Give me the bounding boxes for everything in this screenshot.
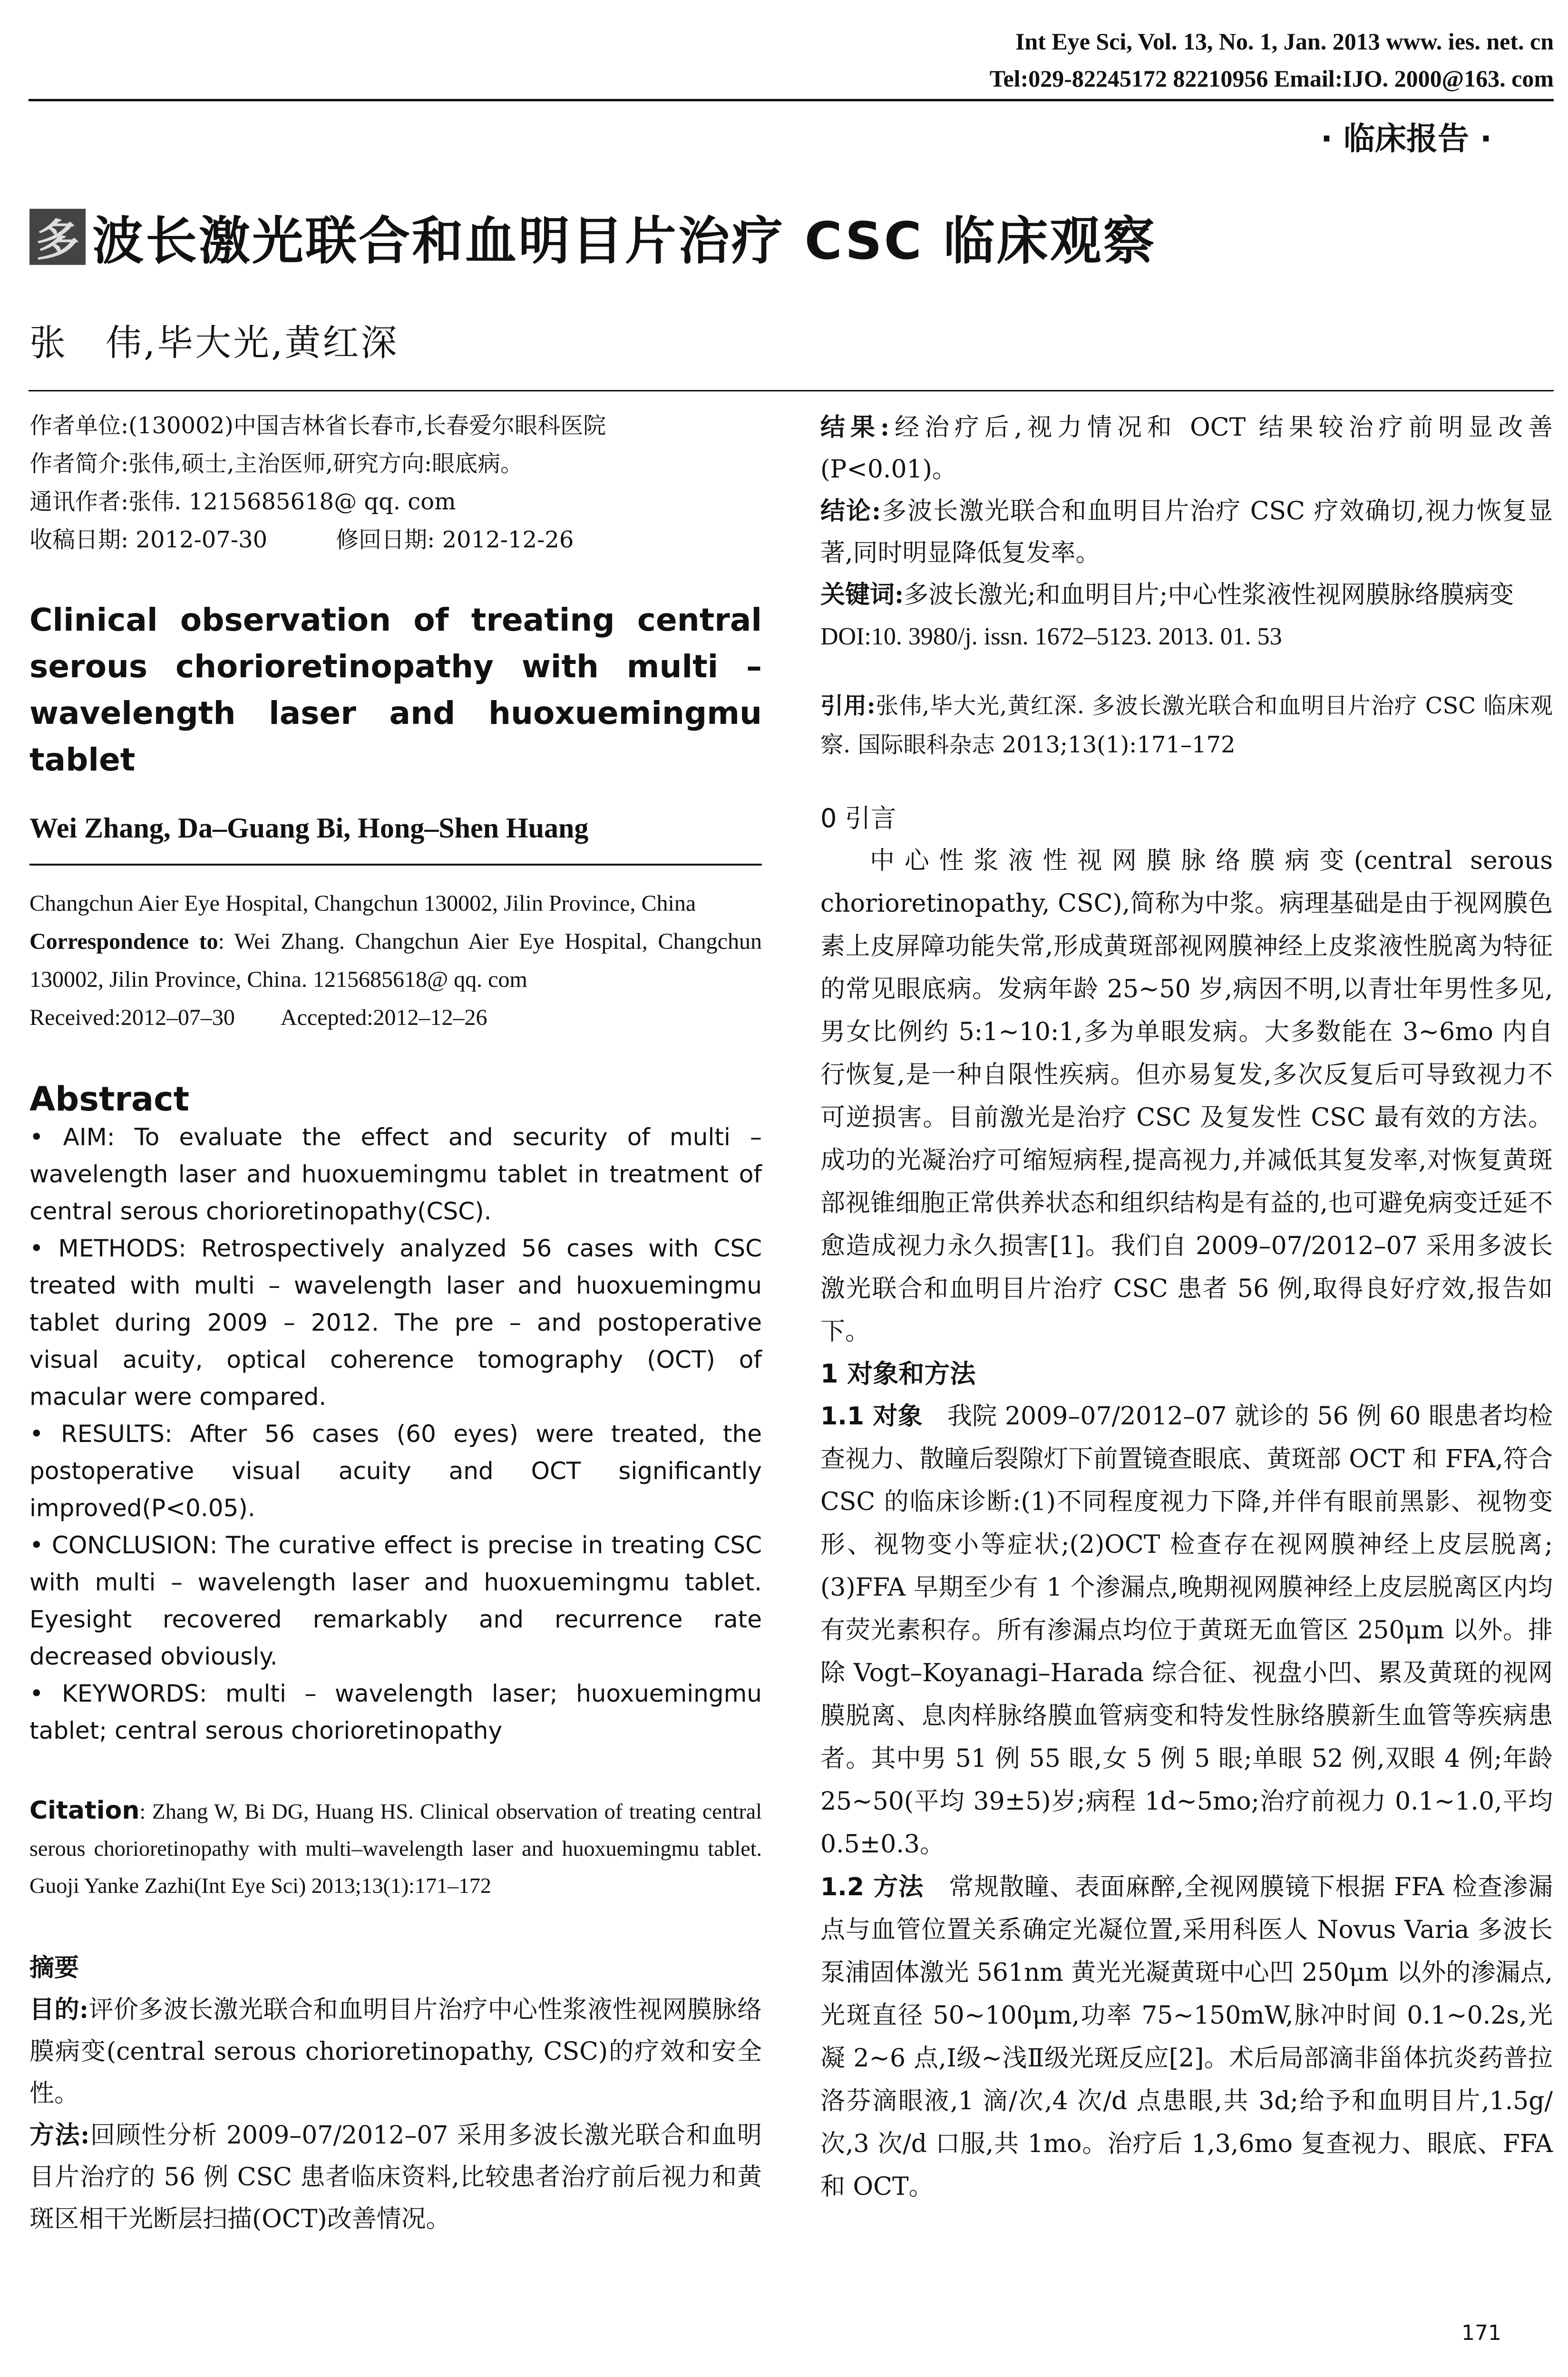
authors-cn: 张 伟,毕大光,黄红深 xyxy=(29,321,399,364)
left-column xyxy=(29,407,762,2240)
citation-text: : Zhang W, Bi DG, Huang HS. Clinical observation of treating central serous chorioretinopathy with multi–wavelength laser and huoxuemingmu tablet. Guoji Yanke Zazhi(Int Eye Sci) 2013;13(1):171–172 xyxy=(29,1799,762,1898)
cn-results-text: 经治疗后,视力情况和 OCT 结果较治疗前明显改善(P<0.01)。 xyxy=(820,413,1553,484)
results-text: After 56 cases (60 eyes) were treated, the postoperative visual acuity and OCT significantly improved(P<0.05). xyxy=(29,1420,762,1522)
keywords-label: • KEYWORDS: xyxy=(29,1680,207,1707)
cn-keywords xyxy=(820,574,1553,616)
abstract-cn-continued xyxy=(820,407,1553,658)
subsection-1-1 xyxy=(820,1395,1553,1866)
journal-header xyxy=(990,23,1554,97)
subsection-1-2-label: 1.2 方法 xyxy=(820,1873,924,1901)
cn-keywords-label: 关键词: xyxy=(820,580,904,609)
cn-conclusion-label: 结论: xyxy=(820,497,881,526)
abstract-results xyxy=(29,1415,762,1527)
intro-paragraph: 中心性浆液性视网膜脉络膜病变(central serous chorioretinopathy, CSC),简称为中浆。病理基础是由于视网膜色素上皮屏障功能失常,形成黄斑部视网膜神经上皮浆液性脱离为特征的常见眼底病。发病年龄 25~50 岁,病因不明,以青壮年男性多见,男女比例约 5:1~10:1,多为单眼发病。大多数能在 3~6mo 内自行恢复,是一种自限性疾病。但亦易复发,多次反复后可导致视力不可逆损害。目前激光是治疗 CSC 及复发性 CSC 最有效的方法。成功的光凝治疗可缩短病程,提高视力,并减低其复发率,对恢复黄斑部视锥细胞正常供养状态和组织结构是有益的,也可避免病变迁延不愈造成视力永久损害[1]。我们自 2009–07/2012–07 采用多波长激光联合和血明目片治疗 CSC 患者 56 例,取得良好疗效,报告如下。 xyxy=(820,847,1553,1346)
correspondence-label: Correspondence to xyxy=(29,929,218,954)
cn-aim-text: 评价多波长激光联合和血明目片治疗中心性浆液性视网膜脉络膜病变(central serous chorioretinopathy, CSC)的疗效和安全性。 xyxy=(29,1996,762,2108)
cn-conclusion xyxy=(820,490,1553,574)
abstract-aim xyxy=(29,1119,762,1230)
correspondence-text: : Wei Zhang. Changchun Aier Eye Hospital, Changchun 130002, Jilin Province, China. 1215685618@ qq. com xyxy=(29,929,762,992)
title-first-char-box: 多 xyxy=(29,209,86,265)
abstract-methods xyxy=(29,1230,762,1415)
cn-results xyxy=(820,407,1553,490)
subsection-1-2 xyxy=(820,1866,1553,2208)
citation-cn-text: 张伟,毕大光,黄红深. 多波长激光联合和血明目片治疗 CSC 临床观察. 国际眼科杂志 2013;13(1):171–172 xyxy=(820,692,1553,758)
abstract-en xyxy=(29,1119,762,1749)
citation-cn-label: 引用: xyxy=(820,692,876,719)
aim-label: • AIM: xyxy=(29,1123,115,1151)
conclusion-text: The curative effect is precise in treating CSC with multi – wavelength laser and huoxuemingmu tablet. Eyesight recovered remarkably and recurrence rate decreased obviously. xyxy=(29,1531,762,1670)
affiliation: Changchun Aier Eye Hospital, Changchun 130002, Jilin Province, China xyxy=(29,891,696,916)
citation-en xyxy=(29,1792,762,1904)
abstract-cn xyxy=(29,1947,762,2240)
right-column xyxy=(820,407,1553,2208)
english-title: Clinical observation of treating central serous chorioretinopathy with multi – wavelength laser and huoxuemingmu tablet xyxy=(29,602,762,778)
subsection-1-1-text: 我院 2009–07/2012–07 就诊的 56 例 60 眼患者均检查视力、散瞳后裂隙灯下前置镜查眼底、黄斑部 OCT 和 FFA,符合 CSC 的临床诊断:(1)不同程度视力下降,并伴有眼前黑影、视物变形、视物变小等症状;(2)OCT 检查存在视网膜神经上皮层脱离;(3)FFA 早期至少有 1 个渗漏点,晚期视网膜神经上皮层脱离区内均有荧光素积存。所有渗漏点均位于黄斑无血管区 250μm 以外。排除 Vogt–Koyanagi–Harada 综合征、视盘小凹、累及黄斑的视网膜脱离、息肉样脉络膜血管病变和特发性脉络膜新生血管等疾病患者。其中男 51 例 55 眼,女 5 例 5 眼;单眼 52 例,双眼 4 例;年龄 25~50(平均 39±5)岁;病程 1d~5mo;治疗前视力 0.1~1.0,平均 0.5±0.3。 xyxy=(820,1402,1553,1859)
correspondence xyxy=(29,923,762,999)
intro-body xyxy=(820,839,1553,1353)
subsection-1-1-label: 1.1 对象 xyxy=(820,1402,923,1431)
cn-methods-label: 方法: xyxy=(29,2121,90,2150)
dates: 收稿日期: 2012-07-30 修回日期: 2012-12-26 xyxy=(29,526,574,553)
cn-keywords-text: 多波长激光;和血明目片;中心性浆液性视网膜脉络膜病变 xyxy=(904,581,1514,609)
keywords-text: multi – wavelength laser; huoxuemingmu tablet; central serous chorioretinopathy xyxy=(29,1680,762,1744)
cn-conclusion-text: 多波长激光联合和血明目片治疗 CSC 疗效确切,视力恢复显著,同时明显降低复发率。 xyxy=(820,497,1553,567)
doi: DOI:10. 3980/j. issn. 1672–5123. 2013. 01. 53 xyxy=(820,623,1282,650)
subsection-1-2-text: 常规散瞳、表面麻醉,全视网膜镜下根据 FFA 检查渗漏点与血管位置关系确定光凝位置,采用科医人 Novus Varia 多波长泵浦固体激光 561nm 黄光光凝黄斑中心凹 250μm 以外的渗漏点,光斑直径 50~100μm,功率 75~150mW,脉冲时间 0.1~0.2s,光凝 2~6 点,Ⅰ级~浅Ⅱ级光斑反应[2]。术后局部滴非甾体抗炎药普拉洛芬滴眼液,1 滴/次,4 次/d 点患眼,共 3d;给予和血明目片,1.5g/次,3 次/d 口服,共 1mo。治疗后 1,3,6mo 复查视力、眼底、FFA 和 OCT。 xyxy=(820,1873,1553,2201)
cn-aim xyxy=(29,1989,762,2114)
received-accepted: Received:2012–07–30 Accepted:2012–12–26 xyxy=(29,1005,487,1030)
title-block xyxy=(29,200,1157,273)
aim-text: To evaluate the effect and security of multi – wavelength laser and huoxuemingmu tablet in treatment of central serous chorioretinopathy(CSC). xyxy=(29,1123,762,1225)
abstract-keywords xyxy=(29,1675,762,1749)
author-info xyxy=(29,407,762,559)
journal-contact-line: Tel:029-82245172 82210956 Email:IJO. 2000@163. com xyxy=(989,65,1554,92)
methods-body xyxy=(820,1395,1553,2208)
cn-results-label: 结果: xyxy=(820,413,890,442)
citation-label: Citation xyxy=(29,1796,140,1825)
conclusion-label: • CONCLUSION: xyxy=(29,1531,218,1559)
cn-aim-label: 目的: xyxy=(29,1995,89,2024)
title-rule xyxy=(29,390,1554,391)
results-label: • RESULTS: xyxy=(29,1420,173,1448)
section-heading-intro: 0 引言 xyxy=(820,803,896,833)
section-heading-methods: 1 对象和方法 xyxy=(820,1359,976,1389)
methods-label: • METHODS: xyxy=(29,1235,186,1262)
page-number: 171 xyxy=(1461,2321,1501,2345)
section-tag: · 临床报告 · xyxy=(1320,120,1492,157)
citation-cn xyxy=(820,686,1553,764)
corresponding-author: 通讯作者:张伟. 1215685618@ qq. com xyxy=(29,488,456,515)
cn-abstract-heading: 摘要 xyxy=(29,1954,79,1982)
methods-text: Retrospectively analyzed 56 cases with CSC treated with multi – wavelength laser and huoxuemingmu tablet during 2009 – 2012. The pre – and postoperative visual acuity, optical coherence tomography (OCT) of macular were compared. xyxy=(29,1235,762,1411)
author-unit: 作者单位:(130002)中国吉林省长春市,长春爱尔眼科医院 xyxy=(29,412,606,439)
journal-info-line: Int Eye Sci, Vol. 13, No. 1, Jan. 2013 www. ies. net. cn xyxy=(1015,28,1554,55)
authors-rule xyxy=(29,864,762,866)
author-bio: 作者简介:张伟,硕士,主治医师,研究方向:眼底病。 xyxy=(29,450,524,477)
page-title: 波长激光联合和血明目片治疗 CSC 临床观察 xyxy=(92,212,1157,271)
abstract-conclusion xyxy=(29,1527,762,1675)
english-authors: Wei Zhang, Da–Guang Bi, Hong–Shen Huang xyxy=(29,812,589,844)
cn-methods-text: 回顾性分析 2009–07/2012–07 采用多波长激光联合和血明目片治疗的 56 例 CSC 患者临床资料,比较患者治疗前后视力和黄斑区相干光断层扫描(OCT)改善情况。 xyxy=(29,2121,762,2233)
affiliation-block xyxy=(29,885,762,1037)
cn-methods xyxy=(29,2114,762,2240)
abstract-heading: Abstract xyxy=(29,1080,190,1119)
header-rule xyxy=(29,99,1554,101)
